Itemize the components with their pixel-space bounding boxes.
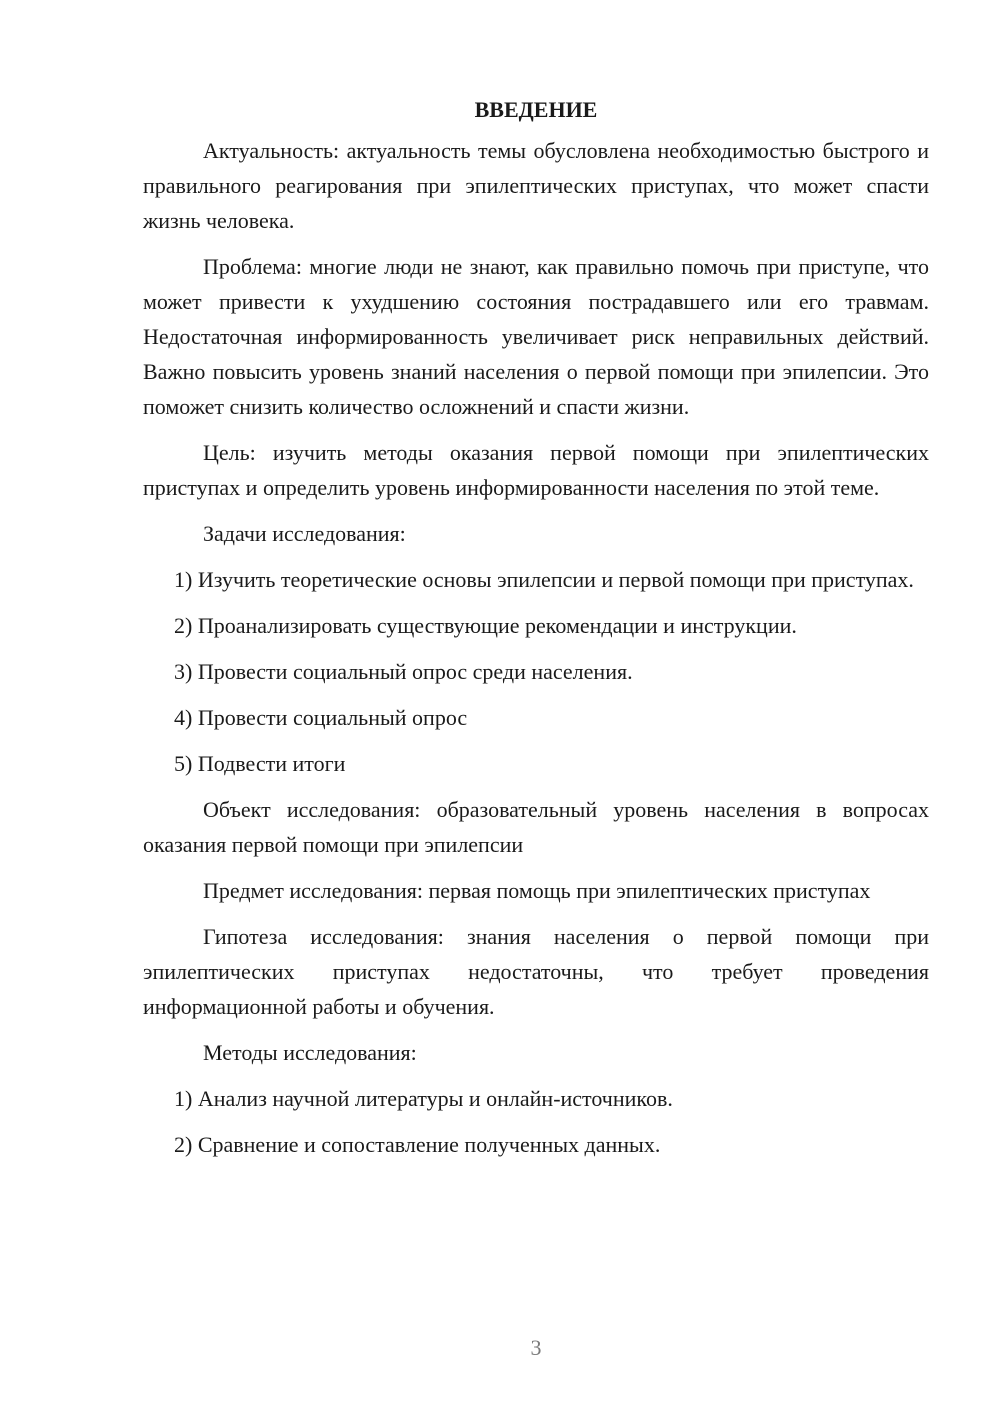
tasks-heading: Задачи исследования: <box>203 521 406 546</box>
method-item: 2) Сравнение и сопоставление полученных данных. <box>174 1132 661 1157</box>
page-content <box>143 92 929 1173</box>
task-item: 2) Проанализировать существующие рекомендации и инструкции. <box>174 613 797 638</box>
problem-paragraph: Проблема: многие люди не знают, как правильно помочь при приступе, что может привести к ухудшению состояния пострадавшего или его травмам. Недостаточная информированность увеличивает риск неправильных действий. Важно повысить уровень знаний населения о первой помощи при эпилепсии. Это поможет снизить количество осложнений и спасти жизни. <box>143 254 929 419</box>
task-item: 4) Провести социальный опрос <box>174 705 468 730</box>
goal-paragraph: Цель: изучить методы оказания первой помощи при эпилептических приступах и определить уровень информированности населения по этой теме. <box>143 440 929 500</box>
section-title: ВВЕДЕНИЕ <box>474 97 598 122</box>
method-item: 1) Анализ научной литературы и онлайн-источников. <box>174 1086 673 1111</box>
task-item: 1) Изучить теоретические основы эпилепсии и первой помощи при приступах. <box>174 567 914 592</box>
task-item: 3) Провести социальный опрос среди населения. <box>174 659 633 684</box>
methods-heading: Методы исследования: <box>203 1040 417 1065</box>
task-item: 5) Подвести итоги <box>174 751 346 776</box>
subject-paragraph: Предмет исследования: первая помощь при эпилептических приступах <box>203 878 871 903</box>
page-number: 3 <box>530 1335 542 1360</box>
hypothesis-paragraph: Гипотеза исследования: знания населения о первой помощи при эпилептических приступах недостаточны, что требует проведения информационной работы и обучения. <box>143 924 929 1019</box>
object-paragraph: Объект исследования: образовательный уровень населения в вопросах оказания первой помощи при эпилепсии <box>143 797 929 857</box>
relevance-paragraph: Актуальность: актуальность темы обусловлена необходимостью быстрого и правильного реагирования при эпилептических приступах, что может спасти жизнь человека. <box>143 138 929 233</box>
